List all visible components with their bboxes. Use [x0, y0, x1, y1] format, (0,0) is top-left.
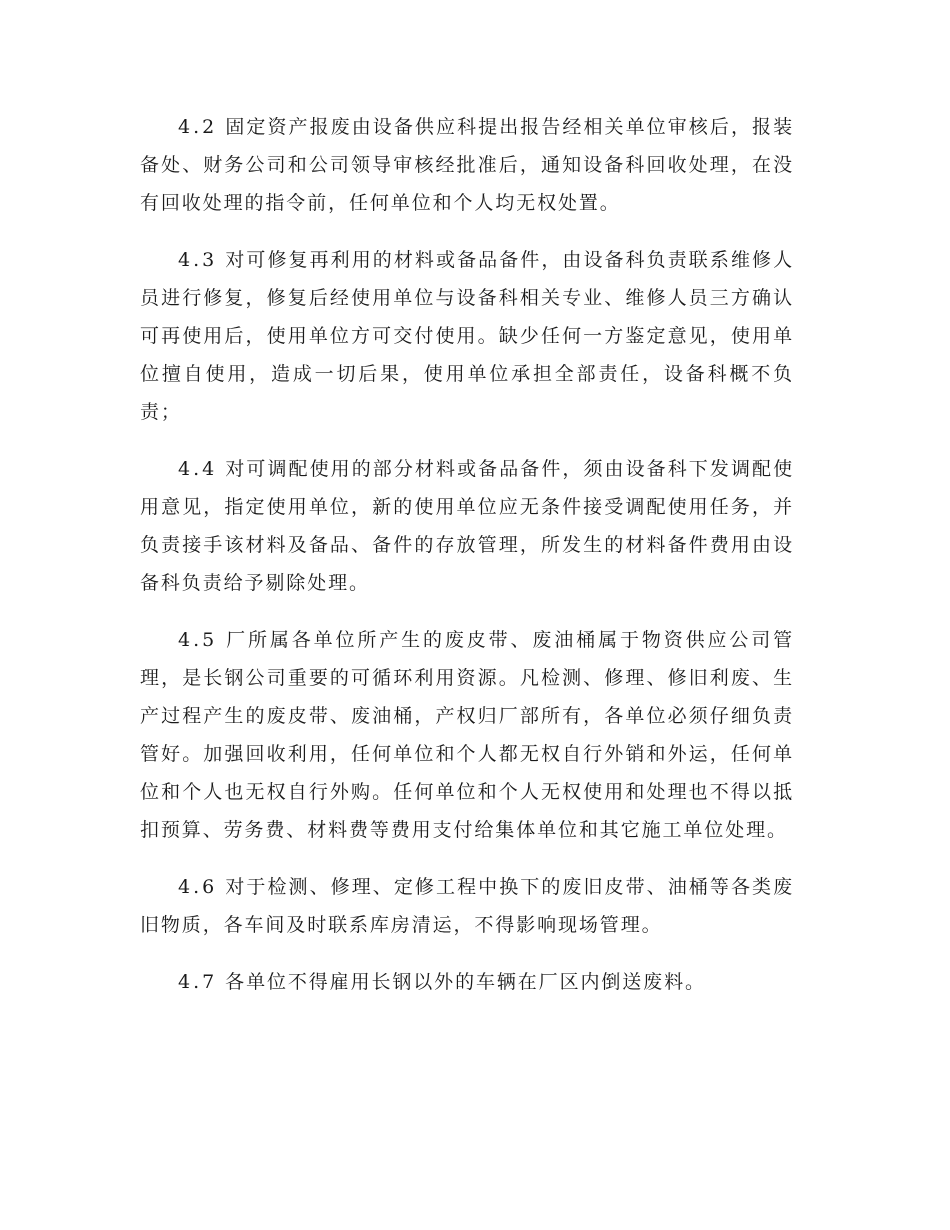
clause-4-4 — [140, 450, 794, 602]
clause-text: 对可调配使用的部分材料或备品备件，须由设备科下发调配使用意见，指定使用单位，新的使用单位应无条件接受调配使用任务，并负责接手该材料及备品、备件的存放管理，所发生的材料备件费用由设备科负责给予剔除处理。 — [140, 458, 794, 594]
clause-number: 4.4 — [178, 458, 218, 480]
clause-number: 4.7 — [178, 971, 218, 993]
clause-4-2 — [140, 108, 794, 222]
clause-text: 各单位不得雇用长钢以外的车辆在厂区内倒送废料。 — [225, 971, 706, 993]
clause-number: 4.3 — [178, 249, 218, 271]
clause-number: 4.2 — [178, 116, 218, 138]
clause-4-3 — [140, 241, 794, 431]
document-body — [140, 108, 794, 1020]
clause-4-6 — [140, 868, 794, 944]
clause-text: 固定资产报废由设备供应科提出报告经相关单位审核后，报装备处、财务公司和公司领导审核经批准后，通知设备科回收处理，在没有回收处理的指令前，任何单位和个人均无权处置。 — [140, 116, 794, 214]
clause-text: 对于检测、修理、定修工程中换下的废旧皮带、油桶等各类废旧物质，各车间及时联系库房清运，不得影响现场管理。 — [140, 876, 794, 936]
clause-number: 4.6 — [178, 876, 218, 898]
clause-text: 厂所属各单位所产生的废皮带、废油桶属于物资供应公司管理，是长钢公司重要的可循环利用资源。凡检测、修理、修旧利废、生产过程产生的废皮带、废油桶，产权归厂部所有，各单位必须仔细负责管好。加强回收利用，任何单位和个人都无权自行外销和外运，任何单位和个人也无权自行外购。任何单位和个人无权使用和处理也不得以抵扣预算、劳务费、材料费等费用支付给集体单位和其它施工单位处理。 — [140, 629, 794, 841]
clause-4-7 — [140, 963, 794, 1001]
clause-number: 4.5 — [178, 629, 218, 651]
clause-text: 对可修复再利用的材料或备品备件，由设备科负责联系维修人员进行修复，修复后经使用单位与设备科相关专业、维修人员三方确认可再使用后，使用单位方可交付使用。缺少任何一方鉴定意见，使用单位擅自使用，造成一切后果，使用单位承担全部责任，设备科概不负责； — [140, 249, 794, 423]
clause-4-5 — [140, 621, 794, 849]
